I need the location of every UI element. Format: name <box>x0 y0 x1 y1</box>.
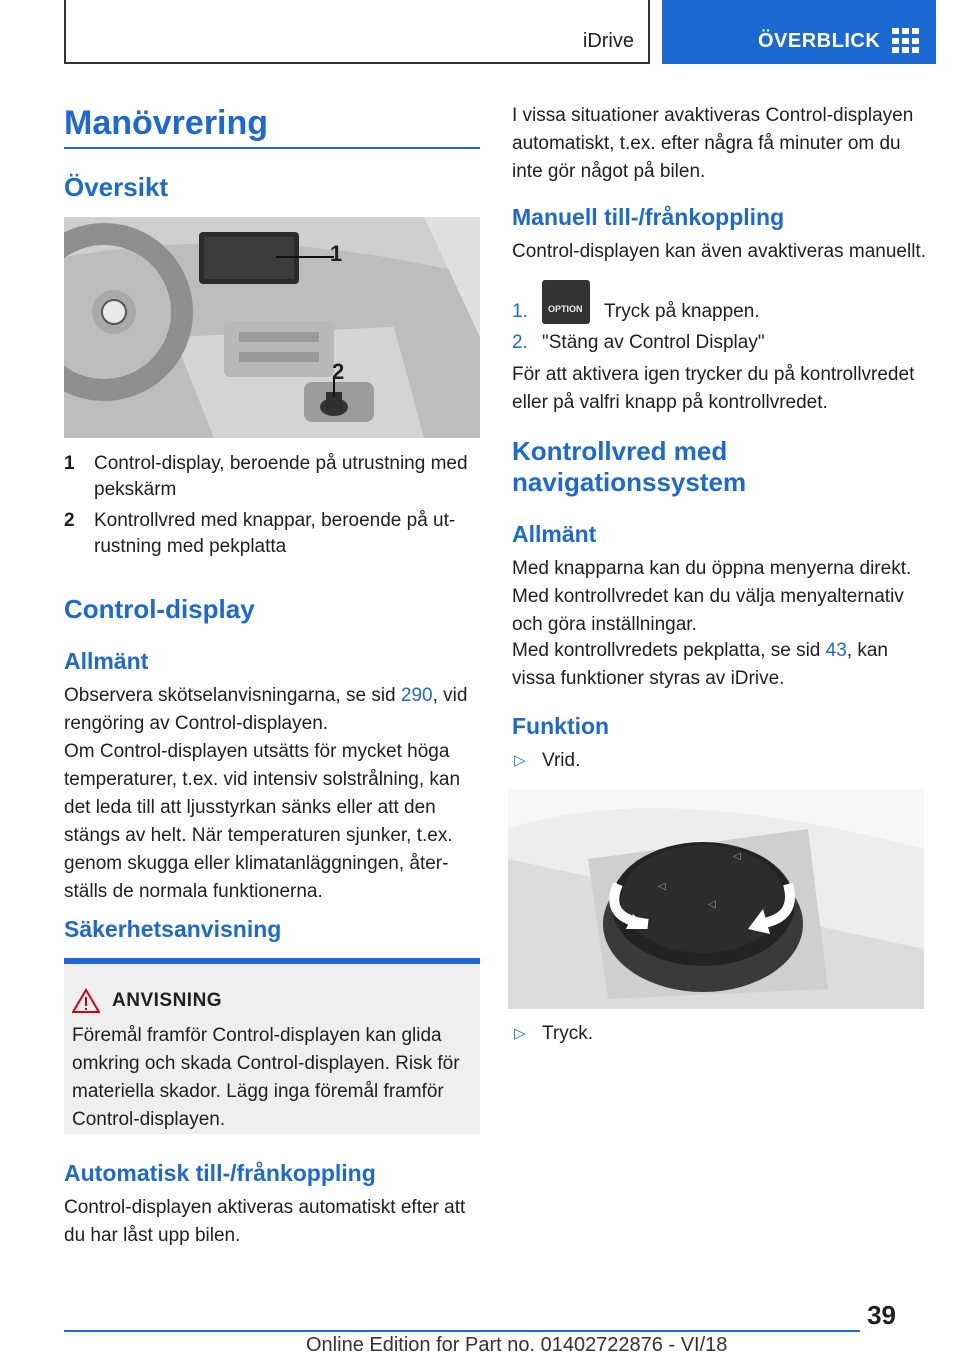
step-text: Tryck på knappen. <box>604 301 760 322</box>
subheading-manuell: Manuell till-/frånkoppling <box>512 204 785 230</box>
text-line: eller på valfri knapp på kontrollvredet. <box>512 392 828 413</box>
option-button-label: OPTION <box>548 304 583 314</box>
section-heading-kontrollvred <box>512 436 746 498</box>
footer-edition-text: Online Edition for Part no. 01402722876 - VI/18 <box>306 1334 728 1356</box>
heading-line: Kontrollvred med <box>512 436 728 466</box>
subheading-allmant: Allmänt <box>64 648 149 674</box>
heading-line: navigationssystem <box>512 467 747 497</box>
text-line: genom skugga eller klimatanläggningen, åter- <box>64 853 449 874</box>
warning-text <box>72 1022 472 1134</box>
pekplatta-paragraph <box>512 637 932 693</box>
section-heading-oversikt: Översikt <box>64 172 169 202</box>
legend-text: Control-display, beroende på utrustning med <box>94 453 468 474</box>
subheading-allmant-right: Allmänt <box>512 521 597 547</box>
header-frame <box>64 0 650 64</box>
text: Med kontrollvredets pekplatta, se sid <box>512 640 826 661</box>
text-line: och göra inställningar. <box>512 614 697 635</box>
text-line: Om Control-displayen utsätts för mycket höga <box>64 741 450 762</box>
step-number: 1. <box>512 301 528 322</box>
triangle-bullet-icon: ▷ <box>514 1025 526 1042</box>
warning-box <box>64 958 480 1134</box>
dashboard-illustration <box>64 217 480 438</box>
footer-rule <box>64 1330 860 1332</box>
text-line: Control-displayen. <box>72 1109 226 1130</box>
text-line: I vissa situationer avaktiveras Control-displayen <box>512 105 914 126</box>
text-line: automatiskt, t.ex. efter några få minuter om du <box>512 133 901 154</box>
legend-item <box>64 450 480 510</box>
allmant-right-paragraph <box>512 555 932 639</box>
step-item <box>512 280 932 324</box>
step-number: 2. <box>512 332 528 353</box>
legend-number: 1 <box>64 453 75 474</box>
figure-callout-1: 1 <box>330 241 343 266</box>
text-line: materiella skador. Lägg inga föremål framför <box>72 1081 444 1102</box>
section-heading-control-display: Control-display <box>64 594 255 624</box>
text-line: Med kontrollvredet kan du välja menyalternativ <box>512 586 904 607</box>
dashboard-drawing <box>64 217 480 438</box>
subheading-funktion: Funktion <box>512 713 610 739</box>
overview-tab-label: ÖVERBLICK <box>758 30 881 52</box>
heading-rule <box>64 147 480 149</box>
page-link-43[interactable]: 43 <box>825 640 847 661</box>
intro-paragraph <box>512 102 932 186</box>
allmant-paragraph-2 <box>64 738 484 906</box>
page-number: 39 <box>867 1300 896 1330</box>
warning-title: ANVISNING <box>112 990 223 1011</box>
text: rengöring av Control-displayen. <box>64 713 329 734</box>
text-line: inte gör något på bilen. <box>512 161 706 182</box>
text-line: det leda till att ljusstyrkan sänks eller att den <box>64 797 436 818</box>
automatisk-paragraph <box>64 1194 484 1250</box>
page-link-290[interactable]: 290 <box>400 685 433 706</box>
chapter-title: iDrive <box>582 30 634 52</box>
grid-icon <box>892 28 920 54</box>
text-line: Föremål framför Control-displayen kan glida <box>72 1025 442 1046</box>
text-line: stängs av helt. När temperaturen sjunker, t.ex. <box>64 825 453 846</box>
overview-tab[interactable] <box>662 0 936 64</box>
legend-text: pekskärm <box>94 479 177 500</box>
bullet-item <box>512 747 932 777</box>
text-line: du har låst upp bilen. <box>64 1225 241 1246</box>
legend-text: rustning med pekplatta <box>94 536 287 557</box>
text-line: För att aktivera igen trycker du på kontrollvredet <box>512 364 915 385</box>
legend-item <box>64 507 480 567</box>
manuell-text: Control-displayen kan även avaktiveras manuellt. <box>512 241 926 262</box>
subheading-automatisk: Automatisk till-/frånkoppling <box>64 1160 376 1186</box>
figure-callout-2: 2 <box>332 359 345 384</box>
triangle-bullet-icon: ▷ <box>514 752 526 769</box>
bullet-item <box>512 1020 932 1050</box>
text-line: ställs de normala funktionerna. <box>64 881 323 902</box>
option-button-icon <box>542 280 590 324</box>
svg-text:◁: ◁ <box>733 851 741 862</box>
text-line: omkring och skada Control-displayen. Risk för <box>72 1053 460 1074</box>
allmant-paragraph-1 <box>64 682 484 738</box>
text: , kan <box>846 640 889 661</box>
text-line: temperaturer, t.ex. vid intensiv solstrålning, kan <box>64 769 461 790</box>
text-line: Med knapparna kan du öppna menyerna direkt. <box>512 558 912 579</box>
text: vissa funktioner styras av iDrive. <box>512 668 785 689</box>
svg-text:◁: ◁ <box>708 899 716 910</box>
legend-text: Kontrollvred med knappar, beroende på ut- <box>94 510 456 531</box>
text: , vid <box>432 685 468 706</box>
text-line: Control-displayen aktiveras automatiskt efter att <box>64 1197 466 1218</box>
warning-triangle-icon <box>72 988 100 1014</box>
bullet-text: Vrid. <box>542 750 581 771</box>
subheading-sakerhet: Säkerhetsanvisning <box>64 916 282 942</box>
bullet-text: Tryck. <box>542 1023 594 1044</box>
activate-paragraph <box>512 361 932 417</box>
controller-drawing <box>508 789 924 1009</box>
step-text: "Stäng av Control Display" <box>542 332 765 353</box>
page-heading: Manövrering <box>64 104 269 142</box>
text: Observera skötselanvisningarna, se sid <box>64 685 401 706</box>
legend-number: 2 <box>64 510 75 531</box>
controller-illustration <box>508 789 924 1009</box>
svg-text:◁: ◁ <box>658 881 666 892</box>
step-item <box>512 329 932 359</box>
